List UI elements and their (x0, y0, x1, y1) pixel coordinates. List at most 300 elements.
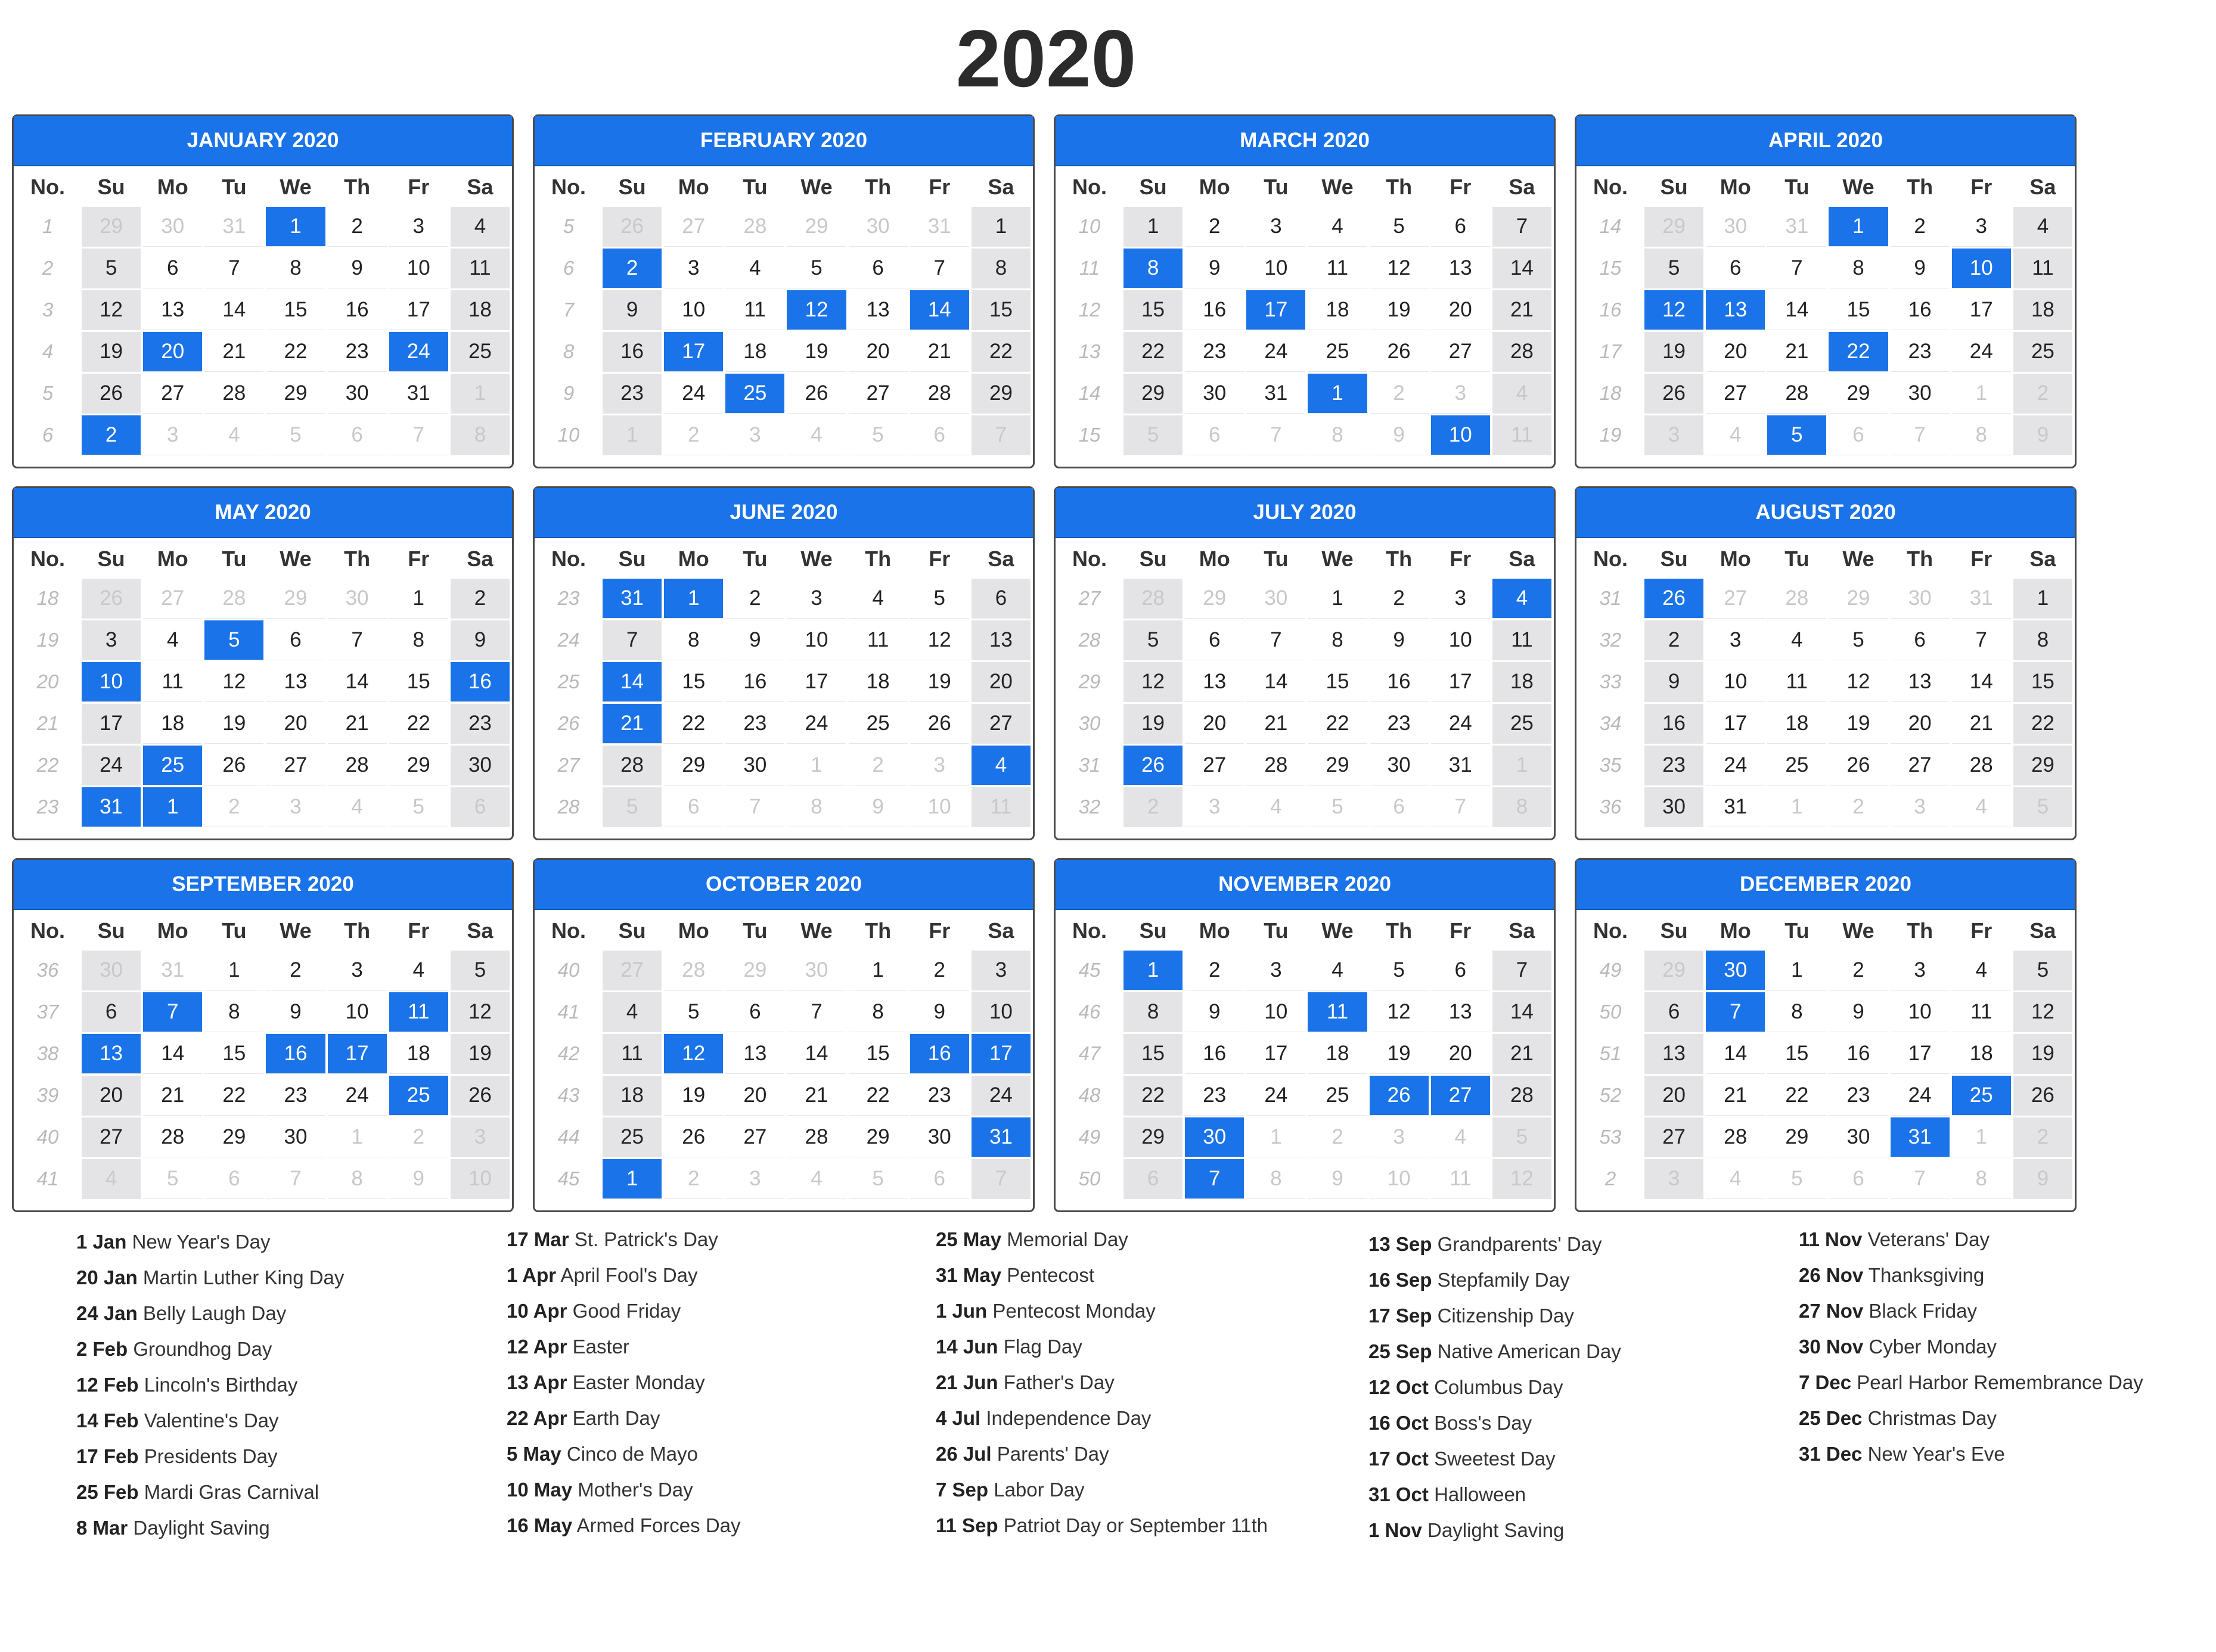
day-cell: 24 (82, 746, 141, 785)
weekday-header: Mo (1720, 918, 1751, 943)
week-number-header: No. (551, 175, 586, 199)
day-cell: 21 (1492, 290, 1551, 330)
day-cell: 20 (1706, 332, 1765, 371)
day-cell: 1 (204, 951, 263, 990)
day-cell: 21 (1492, 1034, 1551, 1073)
week-number: 7 (537, 290, 600, 330)
holiday-name: St. Patrick's Day (574, 1228, 718, 1250)
weekday-header: Fr (1450, 546, 1472, 571)
day-cell: 18 (1308, 1034, 1367, 1073)
month-title: APRIL 2020 (1576, 116, 2075, 166)
day-cell: 27 (849, 374, 908, 413)
day-cell: 24 (1246, 332, 1305, 371)
day-cell: 25 (1492, 704, 1551, 743)
week-number: 52 (1579, 1076, 1642, 1115)
day-cell: 10 (664, 290, 723, 330)
week-number: 19 (1579, 415, 1642, 455)
weekday-header: Fr (929, 918, 951, 943)
day-cell: 20 (849, 332, 908, 371)
holiday-name: Parents' Day (997, 1443, 1109, 1465)
month-title: JUNE 2020 (535, 488, 1033, 538)
day-cell: 23 (266, 1076, 325, 1115)
day-cell: 21 (1767, 332, 1826, 371)
day-cell: 24 (972, 1076, 1031, 1115)
day-cell: 8 (1952, 415, 2011, 455)
week-number-header: No. (1072, 546, 1107, 571)
week-number: 32 (1058, 787, 1121, 827)
week-number-header: No. (1072, 175, 1107, 199)
holiday-day-cell: 30 (1706, 951, 1765, 990)
month-calendar (1575, 114, 2077, 468)
day-cell: 6 (1370, 787, 1429, 827)
holiday-date: 11 Nov (1799, 1228, 1863, 1250)
month-table (1576, 167, 2075, 457)
day-cell: 17 (1952, 290, 2011, 330)
week-row (537, 951, 1031, 990)
day-cell: 1 (328, 1117, 387, 1157)
day-cell: 10 (1246, 992, 1305, 1032)
week-row (1579, 207, 2072, 246)
day-cell: 1 (603, 415, 662, 455)
day-cell: 3 (82, 620, 141, 660)
holiday-name: Earth Day (572, 1407, 660, 1429)
day-cell: 27 (1706, 374, 1765, 413)
weekday-header: Mo (1199, 175, 1230, 199)
holiday-item (936, 1508, 1353, 1544)
holiday-item (1368, 1226, 1786, 1262)
day-cell: 3 (1891, 951, 1950, 990)
day-cell: 28 (1767, 579, 1826, 618)
day-cell: 2 (2013, 374, 2072, 413)
day-cell: 30 (1246, 579, 1305, 618)
weekday-header: Su (618, 546, 646, 571)
month-table (1576, 539, 2075, 829)
weekday-header: Th (344, 918, 371, 943)
holiday-day-cell: 2 (603, 249, 662, 288)
holiday-day-cell: 13 (1706, 290, 1765, 330)
holiday-day-cell: 16 (266, 1034, 325, 1073)
day-cell: 5 (849, 1159, 908, 1198)
holiday-name: Valentine's Day (144, 1409, 279, 1431)
holiday-name: Presidents Day (144, 1445, 278, 1467)
holiday-name: Columbus Day (1434, 1376, 1563, 1398)
day-cell: 9 (1644, 662, 1703, 701)
week-number: 10 (537, 415, 600, 455)
week-number: 41 (16, 1159, 79, 1198)
day-cell: 8 (451, 415, 510, 455)
holiday-item (507, 1293, 924, 1329)
day-cell: 1 (1246, 1117, 1305, 1157)
holiday-item (507, 1257, 924, 1293)
day-cell: 1 (972, 207, 1031, 246)
day-cell: 18 (1952, 1034, 2011, 1073)
day-cell: 3 (1891, 787, 1950, 827)
day-cell: 8 (664, 620, 723, 660)
day-cell: 4 (2013, 207, 2072, 246)
weekday-header: Th (1907, 175, 1933, 199)
weekday-header: We (800, 175, 833, 199)
day-cell: 12 (451, 992, 510, 1032)
day-cell: 28 (1492, 1076, 1551, 1115)
day-cell: 3 (451, 1117, 510, 1157)
week-number: 27 (537, 746, 600, 785)
day-cell: 22 (2013, 704, 2072, 743)
day-cell: 18 (1308, 290, 1367, 330)
month-calendar (533, 858, 1035, 1212)
month-calendar (533, 114, 1035, 468)
week-row (1579, 249, 2072, 288)
day-cell: 1 (849, 951, 908, 990)
day-cell: 16 (1370, 662, 1429, 701)
weekday-header: We (1842, 175, 1874, 199)
day-cell: 11 (603, 1034, 662, 1073)
holiday-name: Pentecost (1007, 1264, 1095, 1286)
holiday-day-cell: 5 (204, 620, 263, 660)
day-cell: 26 (1644, 374, 1703, 413)
day-cell: 11 (1431, 1159, 1490, 1198)
day-cell: 28 (1706, 1117, 1765, 1157)
holiday-name: Grandparents' Day (1437, 1233, 1602, 1255)
weekday-header: Tu (222, 546, 247, 571)
day-cell: 7 (972, 1159, 1031, 1198)
day-cell: 16 (1891, 290, 1950, 330)
day-cell: 31 (1246, 374, 1305, 413)
day-cell: 1 (2013, 579, 2072, 618)
day-cell: 3 (1431, 374, 1490, 413)
day-cell: 9 (1185, 992, 1244, 1032)
day-cell: 3 (1246, 951, 1305, 990)
holiday-date: 12 Apr (507, 1336, 567, 1358)
holiday-day-cell: 1 (143, 787, 202, 827)
day-cell: 23 (451, 704, 510, 743)
week-number: 49 (1579, 951, 1642, 990)
day-cell: 14 (1706, 1034, 1765, 1073)
week-row (1579, 290, 2072, 330)
day-cell: 22 (1123, 1076, 1183, 1115)
day-cell: 12 (1370, 992, 1429, 1032)
weekday-header: Sa (2029, 546, 2056, 571)
day-cell: 23 (1891, 332, 1950, 371)
day-cell: 30 (1185, 374, 1244, 413)
day-cell: 8 (1952, 1159, 2011, 1198)
day-cell: 7 (1431, 787, 1490, 827)
day-cell: 26 (603, 207, 662, 246)
day-cell: 19 (82, 332, 141, 371)
day-cell: 20 (82, 1076, 141, 1115)
day-cell: 29 (266, 374, 325, 413)
page-title: 2020 (955, 13, 1137, 104)
month-title: MAY 2020 (14, 488, 512, 538)
week-number: 33 (1579, 662, 1642, 701)
day-cell: 31 (1767, 207, 1826, 246)
day-cell: 2 (1185, 951, 1244, 990)
day-cell: 16 (1644, 704, 1703, 743)
day-cell: 18 (1492, 662, 1551, 701)
week-row (537, 332, 1031, 371)
holiday-day-cell: 30 (1185, 1117, 1244, 1157)
day-cell: 1 (1492, 746, 1551, 785)
holiday-date: 25 Dec (1799, 1407, 1863, 1429)
day-cell: 16 (328, 290, 387, 330)
day-cell: 19 (451, 1034, 510, 1073)
day-cell: 16 (1829, 1034, 1888, 1073)
day-cell: 27 (143, 579, 202, 618)
week-number: 44 (537, 1117, 600, 1157)
holiday-name: Flag Day (1003, 1336, 1082, 1358)
weekday-header: We (1842, 546, 1874, 571)
day-cell: 26 (910, 704, 969, 743)
day-cell: 4 (82, 1159, 141, 1198)
day-cell: 26 (82, 579, 141, 618)
holiday-column (507, 1222, 924, 1544)
day-cell: 11 (1308, 249, 1367, 288)
holiday-item (76, 1403, 494, 1439)
week-number: 19 (16, 620, 79, 660)
day-cell: 2 (266, 951, 325, 990)
week-row (1579, 374, 2072, 413)
day-cell: 6 (1644, 992, 1703, 1032)
day-cell: 31 (1706, 787, 1765, 827)
month-calendar (1054, 114, 1556, 468)
holiday-name: New Year's Day (132, 1231, 271, 1253)
weekday-header: Th (344, 546, 371, 571)
day-cell: 6 (972, 579, 1031, 618)
holiday-day-cell: 13 (82, 1034, 141, 1073)
day-cell: 5 (389, 787, 448, 827)
week-number: 6 (537, 249, 600, 288)
holiday-date: 4 Jul (936, 1407, 981, 1429)
holiday-day-cell: 24 (389, 332, 448, 371)
day-cell: 26 (2013, 1076, 2072, 1115)
month-title: NOVEMBER 2020 (1056, 860, 1554, 910)
holiday-day-cell: 25 (389, 1076, 448, 1115)
day-cell: 11 (1492, 620, 1551, 660)
week-row (537, 415, 1031, 455)
holiday-date: 25 May (936, 1228, 1002, 1250)
month-calendar (12, 114, 514, 468)
day-cell: 6 (1891, 620, 1950, 660)
day-cell: 13 (266, 662, 325, 701)
day-cell: 27 (1644, 1117, 1703, 1157)
week-row (1058, 746, 1551, 785)
month-title: JANUARY 2020 (14, 116, 512, 166)
holiday-item (1799, 1365, 2216, 1401)
week-row (1058, 704, 1551, 743)
week-number: 36 (16, 951, 79, 990)
week-row (16, 704, 510, 743)
day-cell: 17 (787, 662, 846, 701)
day-cell: 30 (1829, 1117, 1888, 1157)
day-cell: 14 (143, 1034, 202, 1073)
holiday-date: 1 Jan (76, 1231, 127, 1253)
day-cell: 21 (787, 1076, 846, 1115)
day-cell: 28 (1767, 374, 1826, 413)
month-table (535, 539, 1033, 829)
day-cell: 25 (603, 1117, 662, 1157)
holiday-item (1799, 1222, 2216, 1257)
day-cell: 27 (1706, 579, 1765, 618)
holiday-day-cell: 1 (1829, 207, 1888, 246)
day-cell: 9 (1185, 249, 1244, 288)
holiday-day-cell: 14 (910, 290, 969, 330)
day-cell: 19 (2013, 1034, 2072, 1073)
day-cell: 24 (664, 374, 723, 413)
week-row (1579, 1034, 2072, 1073)
day-cell: 30 (1891, 579, 1950, 618)
day-cell: 30 (849, 207, 908, 246)
week-number-header: No. (1593, 546, 1628, 571)
weekday-header: We (280, 175, 312, 199)
day-cell: 15 (2013, 662, 2072, 701)
week-number: 45 (1058, 951, 1121, 990)
holiday-name: Citizenship Day (1437, 1305, 1574, 1327)
day-cell: 10 (910, 787, 969, 827)
week-row (16, 290, 510, 330)
holiday-day-cell: 10 (1431, 415, 1490, 455)
day-cell: 27 (266, 746, 325, 785)
weekday-header: Fr (1970, 175, 1992, 199)
holiday-date: 1 Jun (936, 1300, 988, 1322)
day-cell: 24 (1431, 704, 1490, 743)
day-cell: 3 (1370, 1117, 1429, 1157)
week-number: 9 (537, 374, 600, 413)
day-cell: 7 (1767, 249, 1826, 288)
day-cell: 7 (787, 992, 846, 1032)
holiday-day-cell: 1 (266, 207, 325, 246)
holiday-day-cell: 11 (1308, 992, 1367, 1032)
holiday-date: 22 Apr (507, 1407, 567, 1429)
holiday-name: Mardi Gras Carnival (144, 1481, 319, 1503)
day-cell: 2 (1370, 579, 1429, 618)
weekday-header: Su (1139, 918, 1167, 943)
holiday-date: 11 Sep (936, 1514, 998, 1536)
day-cell: 11 (1952, 992, 2011, 1032)
week-row (16, 415, 510, 455)
day-cell: 31 (204, 207, 263, 246)
weekday-header: Tu (1264, 546, 1289, 571)
week-number: 24 (537, 620, 600, 660)
day-cell: 27 (664, 207, 723, 246)
weekday-header: Sa (2029, 175, 2056, 199)
day-cell: 2 (328, 207, 387, 246)
week-number: 48 (1058, 1076, 1121, 1115)
day-cell: 5 (1308, 787, 1367, 827)
week-number: 22 (16, 746, 79, 785)
holiday-date: 31 Oct (1368, 1483, 1429, 1505)
weekday-header: Sa (2029, 918, 2056, 943)
day-cell: 29 (204, 1117, 263, 1157)
holiday-date: 2 Feb (76, 1338, 128, 1360)
day-cell: 19 (664, 1076, 723, 1115)
day-cell: 23 (328, 332, 387, 371)
day-cell: 7 (1891, 415, 1950, 455)
weekday-header: Mo (1720, 175, 1751, 199)
day-cell: 20 (1431, 1034, 1490, 1073)
day-cell: 26 (664, 1117, 723, 1157)
day-cell: 14 (204, 290, 263, 330)
weekday-header: Th (1386, 918, 1413, 943)
day-cell: 28 (1952, 746, 2011, 785)
weekday-header: Sa (1509, 918, 1535, 943)
week-number: 14 (1058, 374, 1121, 413)
week-number: 11 (1058, 249, 1121, 288)
week-number: 8 (537, 332, 600, 371)
day-cell: 30 (266, 1117, 325, 1157)
day-cell: 4 (787, 415, 846, 455)
day-cell: 30 (1370, 746, 1429, 785)
holiday-name: Easter Monday (572, 1371, 705, 1393)
month-table (1056, 167, 1554, 457)
day-cell: 15 (389, 662, 448, 701)
week-number: 10 (1058, 207, 1121, 246)
day-cell: 5 (1492, 1117, 1551, 1157)
day-cell: 9 (1308, 1159, 1367, 1198)
day-cell: 29 (1185, 579, 1244, 618)
holiday-item (1799, 1329, 2216, 1365)
day-cell: 29 (1123, 1117, 1183, 1157)
holiday-item (936, 1329, 1353, 1365)
day-cell: 9 (1891, 249, 1950, 288)
week-row (537, 579, 1031, 618)
day-cell: 3 (725, 415, 784, 455)
day-cell: 10 (1706, 662, 1765, 701)
day-cell: 9 (849, 787, 908, 827)
day-cell: 3 (266, 787, 325, 827)
week-row (1058, 662, 1551, 701)
day-cell: 28 (603, 746, 662, 785)
weekday-header: Sa (988, 918, 1014, 943)
weekday-header: Fr (1450, 918, 1472, 943)
holiday-day-cell: 7 (1706, 992, 1765, 1032)
week-number: 3 (16, 290, 79, 330)
week-number: 26 (537, 704, 600, 743)
day-cell: 9 (1370, 620, 1429, 660)
holiday-name: Daylight Saving (133, 1517, 270, 1539)
week-number: 12 (1058, 290, 1121, 330)
week-row (1058, 374, 1551, 413)
holiday-item (76, 1224, 494, 1260)
holiday-item (76, 1260, 494, 1296)
weekday-header: We (1321, 175, 1354, 199)
holiday-name: Veterans' Day (1867, 1228, 1990, 1250)
holiday-column (936, 1222, 1353, 1544)
holiday-day-cell: 17 (664, 332, 723, 371)
day-cell: 4 (143, 620, 202, 660)
week-number: 1 (16, 207, 79, 246)
holiday-name: Memorial Day (1007, 1228, 1128, 1250)
week-number: 49 (1058, 1117, 1121, 1157)
day-cell: 15 (972, 290, 1031, 330)
day-cell: 2 (1829, 787, 1888, 827)
day-cell: 14 (1492, 249, 1551, 288)
day-cell: 22 (266, 332, 325, 371)
day-cell: 3 (1952, 207, 2011, 246)
week-row (1058, 415, 1551, 455)
day-cell: 3 (1431, 579, 1490, 618)
day-cell: 15 (1123, 290, 1183, 330)
day-cell: 29 (1829, 579, 1888, 618)
day-cell: 15 (849, 1034, 908, 1073)
holiday-date: 25 Feb (76, 1481, 139, 1503)
week-row (16, 249, 510, 288)
holiday-date: 1 Apr (507, 1264, 557, 1286)
holiday-item (1368, 1262, 1786, 1298)
day-cell: 18 (2013, 290, 2072, 330)
holiday-date: 1 Nov (1368, 1519, 1422, 1541)
week-number: 31 (1579, 579, 1642, 618)
week-row (16, 207, 510, 246)
week-number: 50 (1579, 992, 1642, 1032)
